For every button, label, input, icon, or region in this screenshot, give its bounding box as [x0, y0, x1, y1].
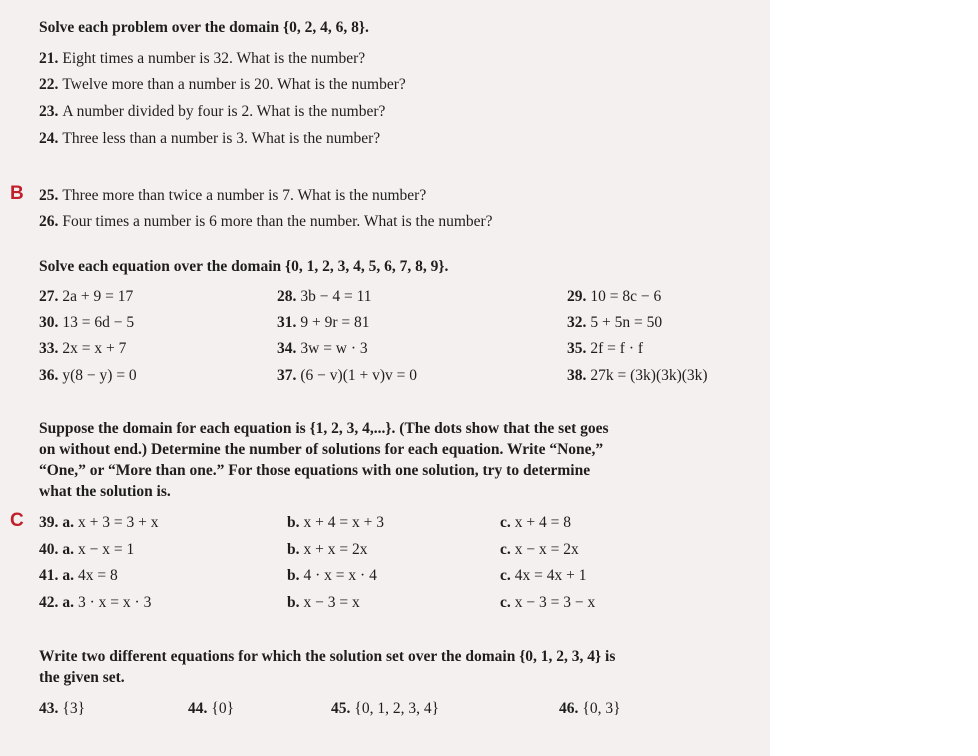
- equation-34: 34. 3w = w · 3: [277, 340, 368, 357]
- problem-21: 21. Eight times a number is 32. What is the number?: [39, 50, 366, 67]
- problem-24: 24. Three less than a number is 3. What is the number?: [39, 130, 381, 147]
- equation-27: 27. 2a + 9 = 17: [39, 288, 134, 305]
- equation-33: 33. 2x = x + 7: [39, 340, 127, 357]
- section2-heading: Solve each equation over the domain {0, 1, 2, 3, 4, 5, 6, 7, 8, 9}.: [39, 258, 449, 275]
- equation-38: 38. 27k = (3k)(3k)(3k): [567, 367, 708, 384]
- exercise-39a: 39. a. x + 3 = 3 + x: [39, 514, 159, 531]
- exercise-41b: b. 4 · x = x · 4: [287, 567, 377, 584]
- section4-heading: Write two different equations for which the solution set over the domain {0, 1, 2, 3, 4} is the given set.: [39, 648, 616, 686]
- exercise-40a: 40. a. x − x = 1: [39, 541, 135, 558]
- equation-28: 28. 3b − 4 = 11: [277, 288, 372, 305]
- exercise-45: 45. {0, 1, 2, 3, 4}: [331, 700, 440, 717]
- level-c-marker: C: [10, 510, 24, 531]
- exercise-42a: 42. a. 3 · x = x · 3: [39, 594, 152, 611]
- exercise-40b: b. x + x = 2x: [287, 541, 368, 558]
- equation-29: 29. 10 = 8c − 6: [567, 288, 662, 305]
- exercise-44: 44. {0}: [188, 700, 235, 717]
- equation-35: 35. 2f = f · f: [567, 340, 644, 357]
- section3-heading: Suppose the domain for each equation is {1, 2, 3, 4,...}. (The dots show that the set goes on without end.) Determine the number of solutions for each equation. Write “None,” “One,” or “More than one.” For those equations with one solution, try to determine what the solution is.: [39, 420, 609, 500]
- equation-36: 36. y(8 − y) = 0: [39, 367, 137, 384]
- exercise-46: 46. {0, 3}: [559, 700, 621, 717]
- equation-37: 37. (6 − v)(1 + v)v = 0: [277, 367, 417, 384]
- exercise-43: 43. {3}: [39, 700, 86, 717]
- exercise-40c: c. x − x = 2x: [500, 541, 579, 558]
- exercise-42c: c. x − 3 = 3 − x: [500, 594, 596, 611]
- equation-32: 32. 5 + 5n = 50: [567, 314, 663, 331]
- problem-23: 23. A number divided by four is 2. What is the number?: [39, 103, 386, 120]
- problem-26: 26. Four times a number is 6 more than the number. What is the number?: [39, 213, 493, 230]
- exercise-41a: 41. a. 4x = 8: [39, 567, 118, 584]
- section1-heading: Solve each problem over the domain {0, 2, 4, 6, 8}.: [39, 19, 369, 36]
- exercise-39c: c. x + 4 = 8: [500, 514, 571, 531]
- equation-31: 31. 9 + 9r = 81: [277, 314, 370, 331]
- exercise-42b: b. x − 3 = x: [287, 594, 360, 611]
- exercise-41c: c. 4x = 4x + 1: [500, 567, 587, 584]
- exercise-39b: b. x + 4 = x + 3: [287, 514, 384, 531]
- level-b-marker: B: [10, 183, 24, 204]
- problem-25: 25. Three more than twice a number is 7. What is the number?: [39, 187, 427, 204]
- equation-30: 30. 13 = 6d − 5: [39, 314, 135, 331]
- problem-22: 22. Twelve more than a number is 20. What is the number?: [39, 76, 406, 93]
